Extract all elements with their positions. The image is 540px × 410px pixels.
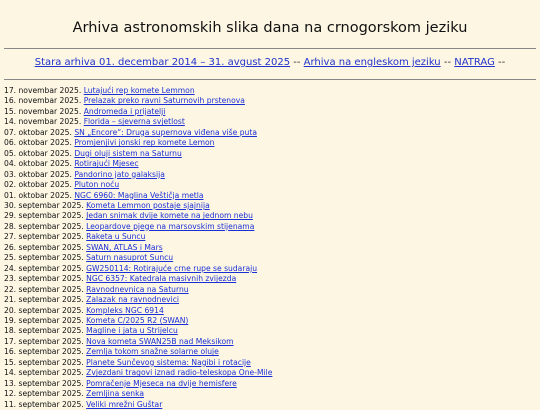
entry-title-link[interactable]: Andromeda i prijatelji xyxy=(83,106,166,116)
top-divider xyxy=(4,48,536,49)
list-item xyxy=(4,201,536,211)
list-item xyxy=(4,170,536,180)
entry-title-link[interactable]: Zalazak na ravnodnevici xyxy=(86,295,180,305)
entry-title-link[interactable]: GW250114: Rotirajuće crne rupe se sudaraju xyxy=(86,263,258,273)
entry-date: 30. septembar 2025. xyxy=(4,200,84,210)
entry-date: 01. oktobar 2025. xyxy=(4,190,72,200)
entry-title-link[interactable]: Florida – sjeverna svjetlost xyxy=(83,117,185,127)
entry-title-link[interactable]: SN „Encore“: Druga supernova viđena više puta xyxy=(74,127,257,137)
entry-date: 05. oktobar 2025. xyxy=(4,148,72,158)
entry-date: 14. septembar 2025. xyxy=(4,368,84,378)
entry-title-link[interactable]: Planete Sunčevog sistema: Nagibi i rotacije xyxy=(86,357,251,367)
list-item xyxy=(4,222,536,232)
entry-date: 22. septembar 2025. xyxy=(4,284,84,294)
list-item xyxy=(4,107,536,117)
entry-title-link[interactable]: Zvjezdani tragovi iznad radio-teleskopa One-Mile xyxy=(86,368,273,378)
entry-date: 07. oktobar 2025. xyxy=(4,127,72,137)
entry-title-link[interactable]: Kometa Lemmon postaje sjajnija xyxy=(86,200,210,210)
entry-title-link[interactable]: Pomračenje Mjeseca na dvije hemisfere xyxy=(86,378,237,388)
entry-title-link[interactable]: Prelazak preko ravni Saturnovih prstenova xyxy=(83,96,245,106)
list-item xyxy=(4,159,536,169)
nav-separator: -- xyxy=(494,57,506,68)
entry-date: 13. septembar 2025. xyxy=(4,378,84,388)
entry-date: 25. septembar 2025. xyxy=(4,253,84,263)
entry-date: 14. novembar 2025. xyxy=(4,117,82,127)
page-title: Arhiva astronomskih slika dana na crnogorskom jeziku xyxy=(72,20,468,36)
entry-title-link[interactable]: Zemlja tokom snažne solarne oluje xyxy=(86,347,219,357)
entry-date: 18. septembar 2025. xyxy=(4,326,84,336)
entry-date: 03. oktobar 2025. xyxy=(4,169,72,179)
entry-title-link[interactable]: Pandorino jato galaksija xyxy=(74,169,165,179)
list-item xyxy=(4,316,536,326)
entry-date: 02. oktobar 2025. xyxy=(4,180,72,190)
entry-title-link[interactable]: SWAN, ATLAS i Mars xyxy=(86,242,163,252)
entry-date: 24. septembar 2025. xyxy=(4,263,84,273)
list-item xyxy=(4,117,536,127)
list-item xyxy=(4,389,536,399)
entry-title-link[interactable]: Veliki mrežni Guštar xyxy=(86,399,163,409)
entry-date: 04. oktobar 2025. xyxy=(4,159,72,169)
entry-title-link[interactable]: Nova kometa SWAN25B nad Meksikom xyxy=(86,336,234,346)
archive-nav xyxy=(0,57,540,68)
nav-separator: -- xyxy=(440,57,455,68)
entry-title-link[interactable]: Leopardove pjege na marsovskim stijenama xyxy=(86,221,255,231)
list-item xyxy=(4,326,536,336)
entry-date: 27. septembar 2025. xyxy=(4,232,84,242)
list-item xyxy=(4,337,536,347)
entry-title-link[interactable]: Kometa C/2025 R2 (SWAN) xyxy=(86,315,189,325)
entry-title-link[interactable]: Dugi oluji sistem na Saturnu xyxy=(74,148,182,158)
list-item xyxy=(4,347,536,357)
list-item xyxy=(4,180,536,190)
list-item xyxy=(4,149,536,159)
entry-title-link[interactable]: Lutajući rep komete Lemmon xyxy=(83,86,195,95)
entry-title-link[interactable]: Pluton noću xyxy=(74,180,120,190)
list-item xyxy=(4,128,536,138)
english-archive-link[interactable]: Arhiva na engleskom jeziku xyxy=(303,57,441,68)
list-item xyxy=(4,368,536,378)
entry-date: 17. novembar 2025. xyxy=(4,86,82,95)
list-item xyxy=(4,253,536,263)
list-item xyxy=(4,86,536,96)
list-item xyxy=(4,232,536,242)
list-item xyxy=(4,285,536,295)
entry-date: 28. septembar 2025. xyxy=(4,221,84,231)
list-item xyxy=(4,306,536,316)
list-item xyxy=(4,358,536,368)
entry-title-link[interactable]: Rotirajući Mjesec xyxy=(74,159,139,169)
entry-date: 29. septembar 2025. xyxy=(4,211,84,221)
list-item xyxy=(4,211,536,221)
entry-date: 19. septembar 2025. xyxy=(4,315,84,325)
entry-list xyxy=(4,86,536,410)
entry-date: 12. septembar 2025. xyxy=(4,389,84,399)
old-archive-link[interactable]: Stara arhiva 01. decembar 2014 – 31. avgust 2025 xyxy=(34,57,291,68)
list-item xyxy=(4,274,536,284)
entry-date: 16. novembar 2025. xyxy=(4,96,82,106)
entry-date: 17. septembar 2025. xyxy=(4,336,84,346)
entry-date: 06. oktobar 2025. xyxy=(4,138,72,148)
entry-title-link[interactable]: Raketa u Suncu xyxy=(86,232,146,242)
list-item xyxy=(4,295,536,305)
entry-title-link[interactable]: NGC 6357: Katedrala masivnih zvijezda xyxy=(86,274,237,284)
entry-title-link[interactable]: Promjenjivi jonski rep komete Lemon xyxy=(74,138,215,148)
back-link[interactable]: NATRAG xyxy=(454,57,495,68)
entry-date: 21. septembar 2025. xyxy=(4,295,84,305)
entry-title-link[interactable]: Magline i jata u Strijelcu xyxy=(86,326,178,336)
entry-date: 26. septembar 2025. xyxy=(4,242,84,252)
list-item xyxy=(4,243,536,253)
entry-title-link[interactable]: NGC 6960: Maglina Veštičja metla xyxy=(74,190,204,200)
list-item xyxy=(4,379,536,389)
entry-title-link[interactable]: Kompleks NGC 6914 xyxy=(86,305,164,315)
entry-title-link[interactable]: Saturn nasuprot Suncu xyxy=(86,253,174,263)
entry-date: 16. septembar 2025. xyxy=(4,347,84,357)
list-item xyxy=(4,264,536,274)
entry-title-link[interactable]: Zemljina senka xyxy=(86,389,144,399)
entry-title-link[interactable]: Ravnodnevnica na Saturnu xyxy=(86,284,189,294)
entry-date: 23. septembar 2025. xyxy=(4,274,84,284)
entry-title-link[interactable]: Jedan snimak dvije komete na jednom nebu xyxy=(86,211,253,221)
list-item xyxy=(4,191,536,201)
nav-separator: -- xyxy=(290,57,304,68)
list-item xyxy=(4,138,536,148)
bottom-divider xyxy=(4,79,536,80)
entry-date: 15. novembar 2025. xyxy=(4,106,82,116)
entry-date: 20. septembar 2025. xyxy=(4,305,84,315)
list-item xyxy=(4,96,536,106)
entry-date: 15. septembar 2025. xyxy=(4,357,84,367)
entry-date: 11. septembar 2025. xyxy=(4,399,84,409)
